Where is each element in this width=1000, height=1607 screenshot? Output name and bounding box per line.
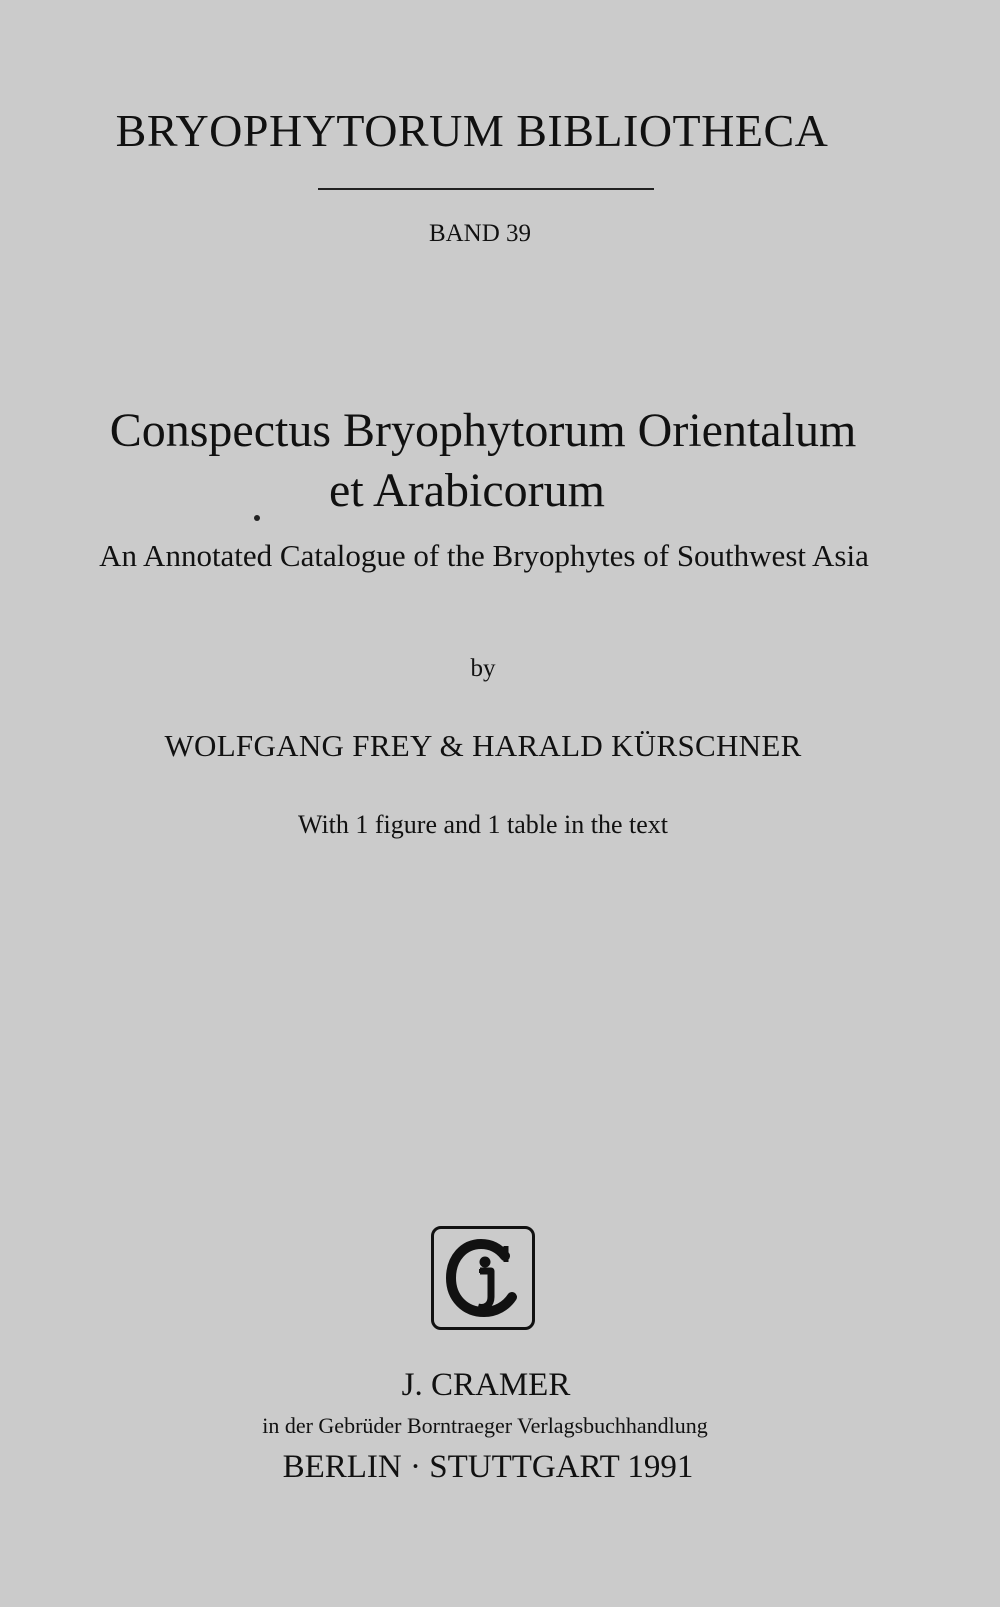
by-label: by [470,655,496,682]
publisher-name: J. CRAMER [401,1367,571,1403]
book-subtitle: An Annotated Catalogue of the Bryophytes of Southwest Asia [99,538,869,573]
publisher-gj-logo-icon [431,1226,535,1330]
book-title-line-1: Conspectus Bryophytorum Orientalum [109,404,857,457]
title-divider [318,188,654,190]
publisher-logo-mark [434,1229,532,1327]
contents-note: With 1 figure and 1 table in the text [297,810,669,839]
place-and-year: BERLIN · STUTTGART 1991 [282,1449,694,1485]
authors: WOLFGANG FREY & HARALD KÜRSCHNER [164,728,802,763]
series-title: BRYOPHYTORUM BIBLIOTHECA [115,105,829,156]
volume-number: BAND 39 [428,220,532,247]
publisher-imprint: in der Gebrüder Borntraeger Verlagsbuchhandlung [262,1413,708,1438]
book-title-line-2: et Arabicorum [329,464,605,517]
print-speck [254,515,260,521]
